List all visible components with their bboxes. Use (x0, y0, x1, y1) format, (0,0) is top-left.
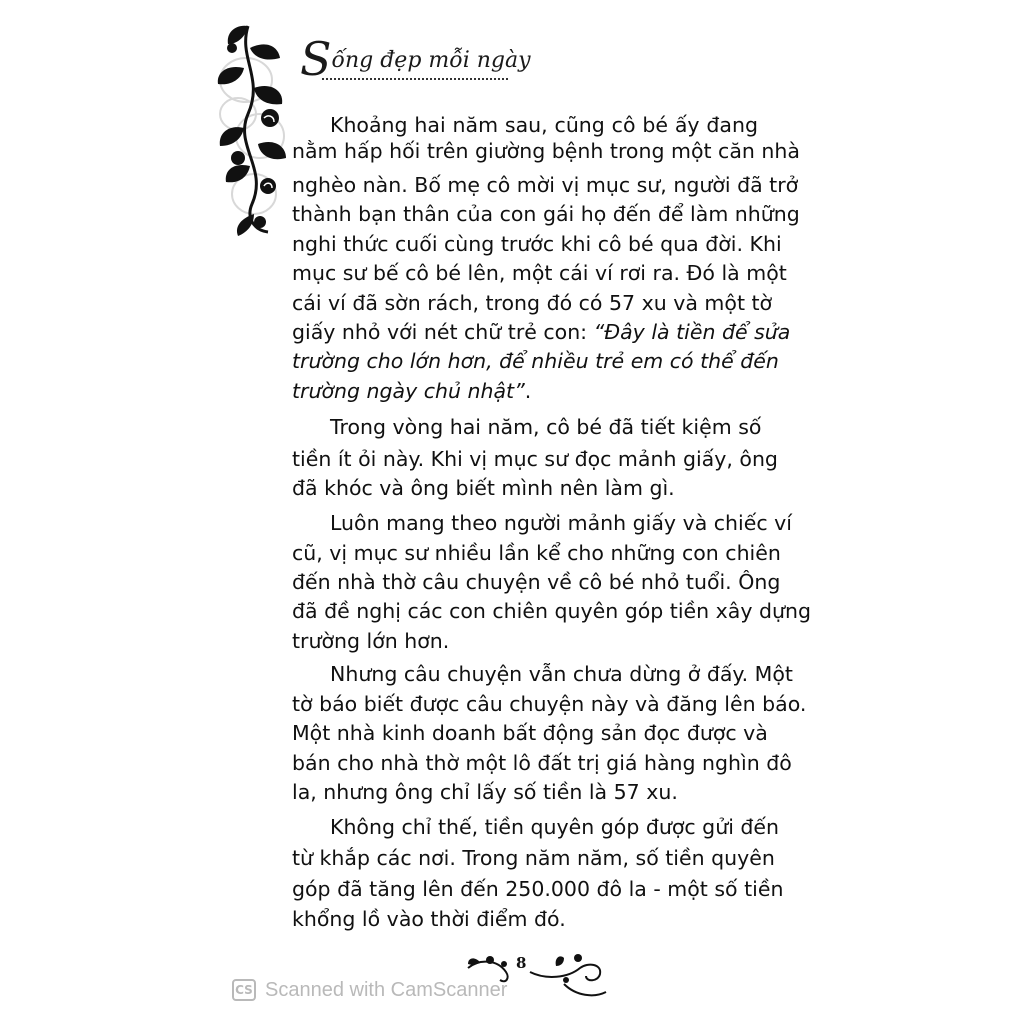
text-line: Nhưng câu chuyện vẫn chưa dừng ở đấy. Một (330, 662, 793, 686)
text-line: đến nhà thờ câu chuyện về cô bé nhỏ tuổi. Ông (292, 570, 781, 594)
text-run: . (524, 379, 532, 403)
text-line: góp đã tăng lên đến 250.000 đô la - một số tiền (292, 877, 784, 901)
text-line: khổng lồ vào thời điểm đó. (292, 907, 566, 931)
text-line: cái ví đã sờn rách, trong đó có 57 xu và một tờ (292, 291, 773, 315)
quote-line: trường cho lớn hơn, để nhiều trẻ em có thể đến (292, 349, 779, 373)
header-initial: S (300, 32, 332, 86)
quote-line (292, 378, 758, 404)
text-line: Một nhà kinh doanh bất động sản đọc được và (292, 721, 768, 745)
text-line: thành bạn thân của con gái họ đến để làm những (292, 202, 800, 226)
watermark-text: Scanned with CamScanner (265, 978, 508, 1001)
camscanner-watermark (232, 976, 507, 1004)
text-line: la, nhưng ông chỉ lấy số tiền là 57 xu. (292, 780, 678, 804)
running-header-title (300, 32, 531, 86)
text-line (292, 319, 791, 345)
text-run: giấy nhỏ với nét chữ trẻ con: (292, 320, 594, 344)
rose-vine-ornament-icon (208, 18, 298, 243)
text-line: đã khóc và ông biết mình nên làm gì. (292, 476, 675, 500)
text-line: mục sư bế cô bé lên, một cái ví rơi ra. Đó là một (292, 261, 787, 285)
page-number: 8 (516, 954, 527, 972)
text-line: Không chỉ thế, tiền quyên góp được gửi đến (330, 815, 780, 839)
text-line: tiền ít ỏi này. Khi vị mục sư đọc mảnh giấy, ông (292, 447, 778, 471)
camscanner-logo-icon: CS (232, 979, 256, 1001)
text-line: nghi thức cuối cùng trước khi cô bé qua đời. Khi (292, 232, 782, 256)
text-line: tờ báo biết được câu chuyện này và đăng lên báo. (292, 692, 807, 716)
text-line: trường lớn hơn. (292, 629, 450, 653)
text-line: nằm hấp hối trên giường bệnh trong một căn nhà (292, 139, 800, 163)
text-line: bán cho nhà thờ một lô đất trị giá hàng nghìn đô (292, 751, 792, 775)
quote-text: trường ngày chủ nhật” (292, 379, 525, 403)
text-line: từ khắp các nơi. Trong năm năm, số tiền quyên (292, 846, 775, 870)
text-line: cũ, vị mục sư nhiều lần kể cho những con chiên (292, 541, 781, 565)
text-line: Khoảng hai năm sau, cũng cô bé ấy đang (330, 113, 758, 137)
quote-text: “Đây là tiền để sửa (593, 320, 791, 344)
text-line: Luôn mang theo người mảnh giấy và chiếc ví (330, 511, 792, 535)
text-line: Trong vòng hai năm, cô bé đã tiết kiệm số (330, 415, 762, 439)
header-underline (322, 78, 508, 80)
text-line: đã đề nghị các con chiên quyên góp tiền xây dựng (292, 599, 812, 623)
text-line: nghèo nàn. Bố mẹ cô mời vị mục sư, người đã trở (292, 173, 799, 197)
header-rest: ống đẹp mỗi ngày (331, 48, 531, 73)
